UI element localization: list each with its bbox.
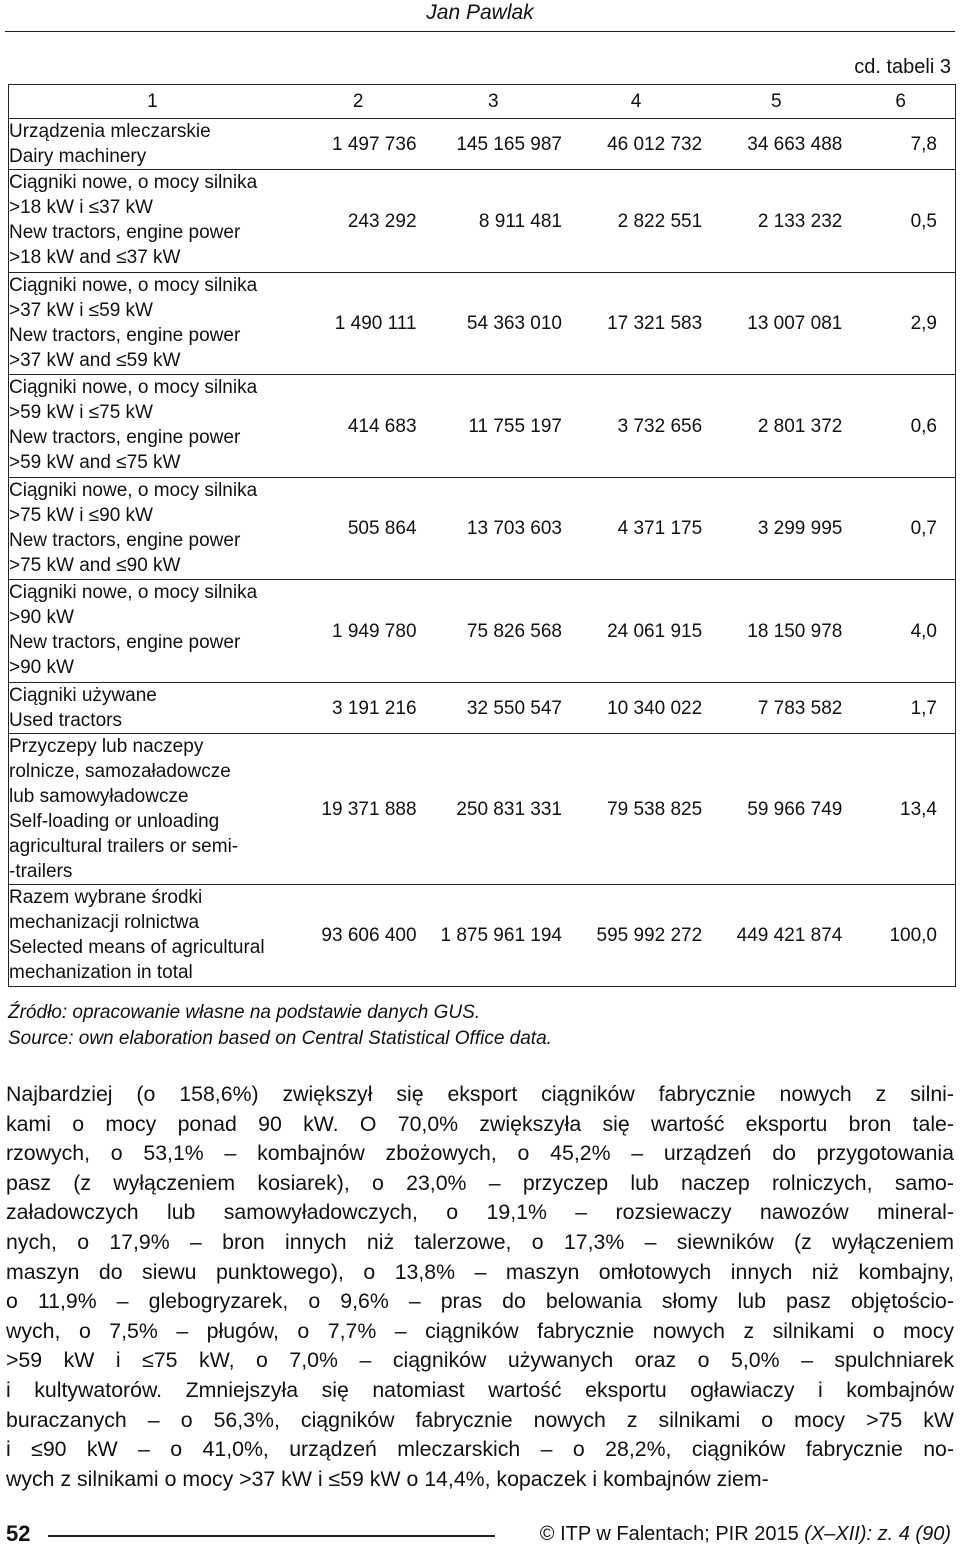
value-cell: 24 061 915	[607, 620, 703, 642]
body-paragraph	[6, 1080, 954, 1494]
value-cell: 59 966 749	[747, 798, 843, 820]
running-head-author: Jan Pawlak	[426, 1, 534, 24]
value-cell: 13 703 603	[466, 518, 562, 539]
value-cell: 17 321 583	[607, 313, 703, 334]
table-header-row	[9, 85, 956, 119]
row-label-cell	[9, 170, 296, 273]
data-table	[8, 84, 956, 987]
column-header: 3	[487, 91, 499, 112]
row-label: Ciągniki nowe, o mocy silnika >37 kW i ≤59 kW New tractors, engine power >37 kW and ≤59 kW	[9, 275, 258, 371]
paragraph-line: o 11,9% – glebogryzarek, o 9,6% – pras do belowania słomy lub pasz objętościo-	[6, 1289, 954, 1314]
value-cell: 7 783 582	[757, 697, 843, 719]
table-row	[9, 580, 956, 683]
footer-citation	[540, 1521, 951, 1547]
source-note-en: Source: own elaboration based on Central Statistical Office data.	[8, 1028, 552, 1049]
paragraph-line: i kultywatorów. Zmniejszyła się natomiast wartość eksportu ogławiaczy i kombajnów	[6, 1377, 954, 1402]
value-cell: 4 371 175	[617, 518, 703, 539]
column-header: 2	[352, 91, 364, 112]
value-cell: 1 497 736	[331, 133, 417, 155]
value-cell: 13 007 081	[747, 313, 843, 334]
column-header: 5	[770, 91, 782, 112]
value-cell: 243 292	[347, 210, 417, 232]
value-cell: 11 755 197	[468, 415, 562, 437]
value-cell: 2,9	[910, 313, 937, 334]
value-cell: 34 663 488	[747, 133, 843, 155]
page-number: 52	[6, 1521, 31, 1546]
value-cell: 1 949 780	[331, 620, 417, 642]
value-cell: 100,0	[889, 925, 937, 946]
value-cell: 449 421 874	[736, 925, 843, 946]
row-label: Ciągniki nowe, o mocy silnika >90 kW New tractors, engine power >90 kW	[9, 582, 258, 678]
value-cell: 2 133 232	[757, 210, 843, 232]
value-cell: 7,8	[910, 133, 937, 155]
row-label: Ciągniki nowe, o mocy silnika >59 kW i ≤75 kW New tractors, engine power >59 kW and ≤75 kW	[9, 377, 258, 473]
value-cell: 10 340 022	[607, 697, 703, 719]
value-cell: 3 299 995	[757, 518, 843, 539]
table-continuation-label: cd. tabeli 3	[854, 56, 951, 78]
row-label: Ciągniki nowe, o mocy silnika >75 kW i ≤90 kW New tractors, engine power >75 kW and ≤90 kW	[9, 480, 258, 576]
table-row	[9, 170, 956, 273]
value-cell: 93 606 400	[321, 925, 417, 946]
paragraph-line: nych, o 17,9% – bron innych niż talerzowe, o 17,3% – siewników (z wyłączeniem	[6, 1229, 954, 1254]
paragraph-line: >59 kW i ≤75 kW, o 7,0% – ciągników używanych oraz o 5,0% – spulchniarek	[6, 1348, 954, 1373]
row-label-cell	[9, 683, 296, 734]
value-cell: 46 012 732	[607, 133, 703, 155]
paragraph-line: pasz (z wyłączeniem kosiarek), o 23,0% – przyczep lub naczep rolniczych, samo-	[6, 1170, 954, 1195]
source-note-pl: Źródło: opracowanie własne na podstawie danych GUS.	[8, 1002, 481, 1023]
value-cell: 2 801 372	[757, 415, 843, 437]
row-label: Ciągniki używane Used tractors	[9, 685, 157, 731]
value-cell: 8 911 481	[478, 210, 562, 232]
value-cell: 54 363 010	[466, 313, 562, 334]
table-row	[9, 734, 956, 885]
row-label-cell	[9, 734, 296, 885]
footer-divider	[48, 1535, 495, 1537]
value-cell: 250 831 331	[456, 798, 562, 820]
row-label-cell	[9, 273, 296, 375]
row-label: Ciągniki nowe, o mocy silnika >18 kW i ≤37 kW New tractors, engine power >18 kW and ≤37 kW	[9, 172, 258, 268]
paragraph-line: wych, o 7,5% – pługów, o 7,7% – ciągników fabrycznie nowych z silnikami o mocy	[6, 1318, 954, 1343]
paragraph-line: wych z silnikami o mocy >37 kW i ≤59 kW o 14,4%, kopaczek i kombajnów ziem-	[6, 1466, 769, 1491]
row-label-cell	[9, 580, 296, 683]
row-label-cell	[9, 375, 296, 478]
value-cell: 4,0	[910, 620, 937, 642]
value-cell: 0,6	[910, 415, 937, 437]
table-row	[9, 375, 956, 478]
row-label: Razem wybrane środki mechanizacji rolnictwa Selected means of agricultural mechanization in total	[9, 887, 265, 983]
paragraph-line: rzowych, o 53,1% – kombajnów zbożowych, o 45,2% – urządzeń do przygotowania	[6, 1141, 954, 1166]
footer-publisher: © ITP w Falentach; PIR 2015	[539, 1523, 805, 1545]
row-label-cell	[9, 119, 296, 170]
value-cell: 13,4	[900, 798, 937, 820]
value-cell: 1 875 961 194	[440, 925, 562, 946]
paragraph-line: załadowczych lub samowyładowczych, o 19,1% – rozsiewaczy nawozów mineral-	[6, 1200, 954, 1225]
table-body	[9, 119, 956, 987]
paragraph-line: buraczanych – o 56,3%, ciągników fabrycznie nowych z silnikami o mocy >75 kW	[6, 1407, 954, 1432]
value-cell: 2 822 551	[617, 210, 703, 232]
table-row	[9, 885, 956, 987]
table-row	[9, 478, 956, 580]
column-header: 1	[147, 91, 158, 112]
value-cell: 19 371 888	[321, 798, 417, 820]
paragraph-line: kami o mocy ponad 90 kW. O 70,0% zwiększyła się wartość eksportu bron tale-	[6, 1111, 954, 1136]
header-divider	[5, 31, 955, 32]
value-cell: 505 864	[347, 518, 417, 539]
paragraph-line: Najbardziej (o 158,6%) zwiększył się eksport ciągników fabrycznie nowych z silni-	[6, 1082, 954, 1106]
value-cell: 3 732 656	[617, 415, 703, 437]
paragraph-line: i ≤90 kW – o 41,0%, urządzeń mleczarskich – o 28,2%, ciągników fabrycznie no-	[6, 1437, 954, 1462]
row-label: Urządzenia mleczarskie Dairy machinery	[9, 121, 211, 167]
value-cell: 32 550 547	[466, 697, 562, 719]
value-cell: 3 191 216	[331, 697, 417, 719]
value-cell: 1 490 111	[334, 313, 417, 334]
table-row	[9, 119, 956, 170]
value-cell: 0,7	[910, 518, 937, 539]
row-label-cell	[9, 478, 296, 580]
value-cell: 79 538 825	[607, 798, 703, 820]
value-cell: 75 826 568	[466, 620, 562, 642]
footer-issue: (X–XII): z. 4 (90)	[804, 1523, 951, 1545]
value-cell: 595 992 272	[596, 925, 703, 946]
value-cell: 0,5	[910, 210, 937, 232]
table-row	[9, 683, 956, 734]
row-label: Przyczepy lub naczepy rolnicze, samozaładowcze lub samowyładowcze Self-loading or unloading agricultural trailers or semi- -trailers	[9, 736, 239, 882]
value-cell: 414 683	[347, 415, 417, 437]
value-cell: 18 150 978	[747, 620, 843, 642]
table-row	[9, 273, 956, 375]
paragraph-line: maszyn do siewu punktowego), o 13,8% – maszyn omłotowych innych niż kombajny,	[6, 1259, 954, 1284]
value-cell: 145 165 987	[456, 133, 562, 155]
column-header: 6	[895, 91, 906, 112]
row-label-cell	[9, 885, 296, 987]
value-cell: 1,7	[910, 697, 937, 719]
column-header: 4	[630, 91, 642, 112]
